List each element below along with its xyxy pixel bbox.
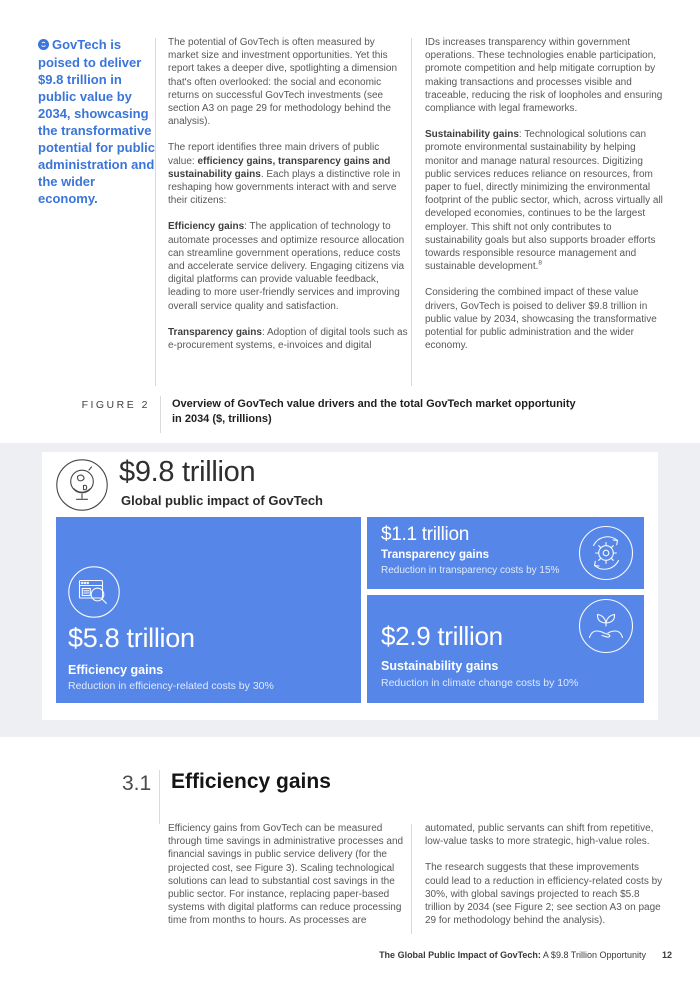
gear-cycle-icon [577, 524, 635, 582]
efficiency-desc: Reduction in efficiency-related costs by 30% [68, 680, 274, 692]
pull-quote-text: GovTech is poised to deliver $9.8 trillion in public value by 2034, showcasing the transformative potential for public administration and the wider economy. [38, 37, 155, 206]
callout-badge-icon [38, 37, 49, 54]
column-divider [411, 824, 412, 934]
pull-quote [38, 36, 158, 207]
figure-caption-line1: Overview of GovTech value drivers and the total GovTech market opportunity [172, 398, 576, 410]
efficiency-gains-box [56, 517, 361, 703]
hands-leaf-icon [577, 597, 635, 655]
browser-search-icon [68, 566, 120, 618]
sustainability-gains-box [367, 595, 644, 703]
sustainability-desc: Reduction in climate change costs by 10% [381, 677, 579, 689]
column-divider [411, 38, 412, 386]
section-heading-divider [159, 770, 160, 824]
figure-caption-line2: in 2034 ($, trillions) [172, 413, 272, 425]
efficiency-value: $5.8 trillion [68, 623, 195, 653]
page-footer [379, 950, 672, 960]
section-column-2: automated, public servants can shift from repetitive, low-value tasks to more strategic, high-value roles. The research suggests that these improvements could lead to a reduction in efficiency-related costs by 30%, with global savings projected to reach $5.8 trillion by 2034 (see Figure 2; see section A3 on page 29 for methodology behind the analysis). [425, 823, 663, 927]
sustainability-label: Sustainability gains [381, 659, 499, 673]
section-number: 3.1 [122, 772, 152, 795]
figure-2-band [0, 443, 700, 737]
intro-column-2: IDs increases transparency within government operations. These technologies enable participation, promote competition and help mitigate corruption by making transactions and processes visible and traceable, reducing the risk of loopholes and ensuring compliance with legal frameworks. Sustainability gains: Technological solutions can promote environmental sustainability by helping monitor and manage natural resources. Digitizing public services reduces reliance on resources, from paper to fuel, directly minimizing the environmental footprint of the public sector, which, across virtually all developed economies, continues to be the largest employer. This shift not only contributes to sustainability goals but also supports broader efforts towards responsible resource management and sustainable development.$^8$ Considering the combined impact of these value drivers, GovTech is poised to deliver $9.8 trillion in public value by 2034, showcasing the transformative potential for public administration and the wider economy. [425, 37, 663, 352]
efficiency-label: Efficiency gains [68, 663, 164, 677]
column-divider [155, 38, 156, 386]
section-column-1: Efficiency gains from GovTech can be measured through time savings in administrative processes and financial savings in public service delivery (for the projected cost, see Figure 3). Scaling technological solutions can lead to substantial cost savings in the public sector. For instance, replacing paper-based systems with digital platforms can reduce processing time from months to hours. As processes are [168, 823, 404, 927]
transparency-gains-box [367, 517, 644, 589]
transparency-value: $1.1 trillion [381, 524, 469, 545]
globe-icon [56, 459, 108, 511]
section-title: Efficiency gains [171, 770, 331, 793]
figure-card [42, 452, 658, 720]
figure-label: FIGURE 2 [81, 399, 150, 411]
transparency-desc: Reduction in transparency costs by 15% [381, 565, 560, 576]
sustainability-value: $2.9 trillion [381, 621, 503, 651]
total-label: Global public impact of GovTech [121, 493, 324, 508]
figure-label-divider [160, 396, 161, 433]
transparency-label: Transparency gains [381, 549, 490, 561]
footer-report-title: The Global Public Impact of GovTech: [379, 950, 541, 960]
figure-caption [172, 397, 652, 427]
page-number: 12 [661, 950, 672, 960]
footer-report-subtitle: A $9.8 Trillion Opportunity [540, 950, 646, 960]
total-value: $9.8 trillion [119, 456, 256, 488]
intro-column-1: The potential of GovTech is often measured by market size and investment opportunities. Yet this report takes a deeper dive, spotlighting a dimension that's often overlooked: the social and economic returns on successful GovTech investments (see section A3 on page 29 for methodology behind the analysis). The report identifies three main drivers of public value: efficiency gains, transparency gains and sustainability gains. Each plays a distinctive role in reshaping how governments interact with and serve their citizens: Efficiency gains: The application of technology to automate processes and optimize resource allocation can streamline government operations, reduce costs and accelerate service delivery. Engaging citizens via digital platforms can provide valuable feedback, leading to more user-friendly services and improving overall service quality and satisfaction. Transparency gains: Adoption of digital tools such as e-procurement systems, e-invoices and digital [168, 37, 408, 352]
